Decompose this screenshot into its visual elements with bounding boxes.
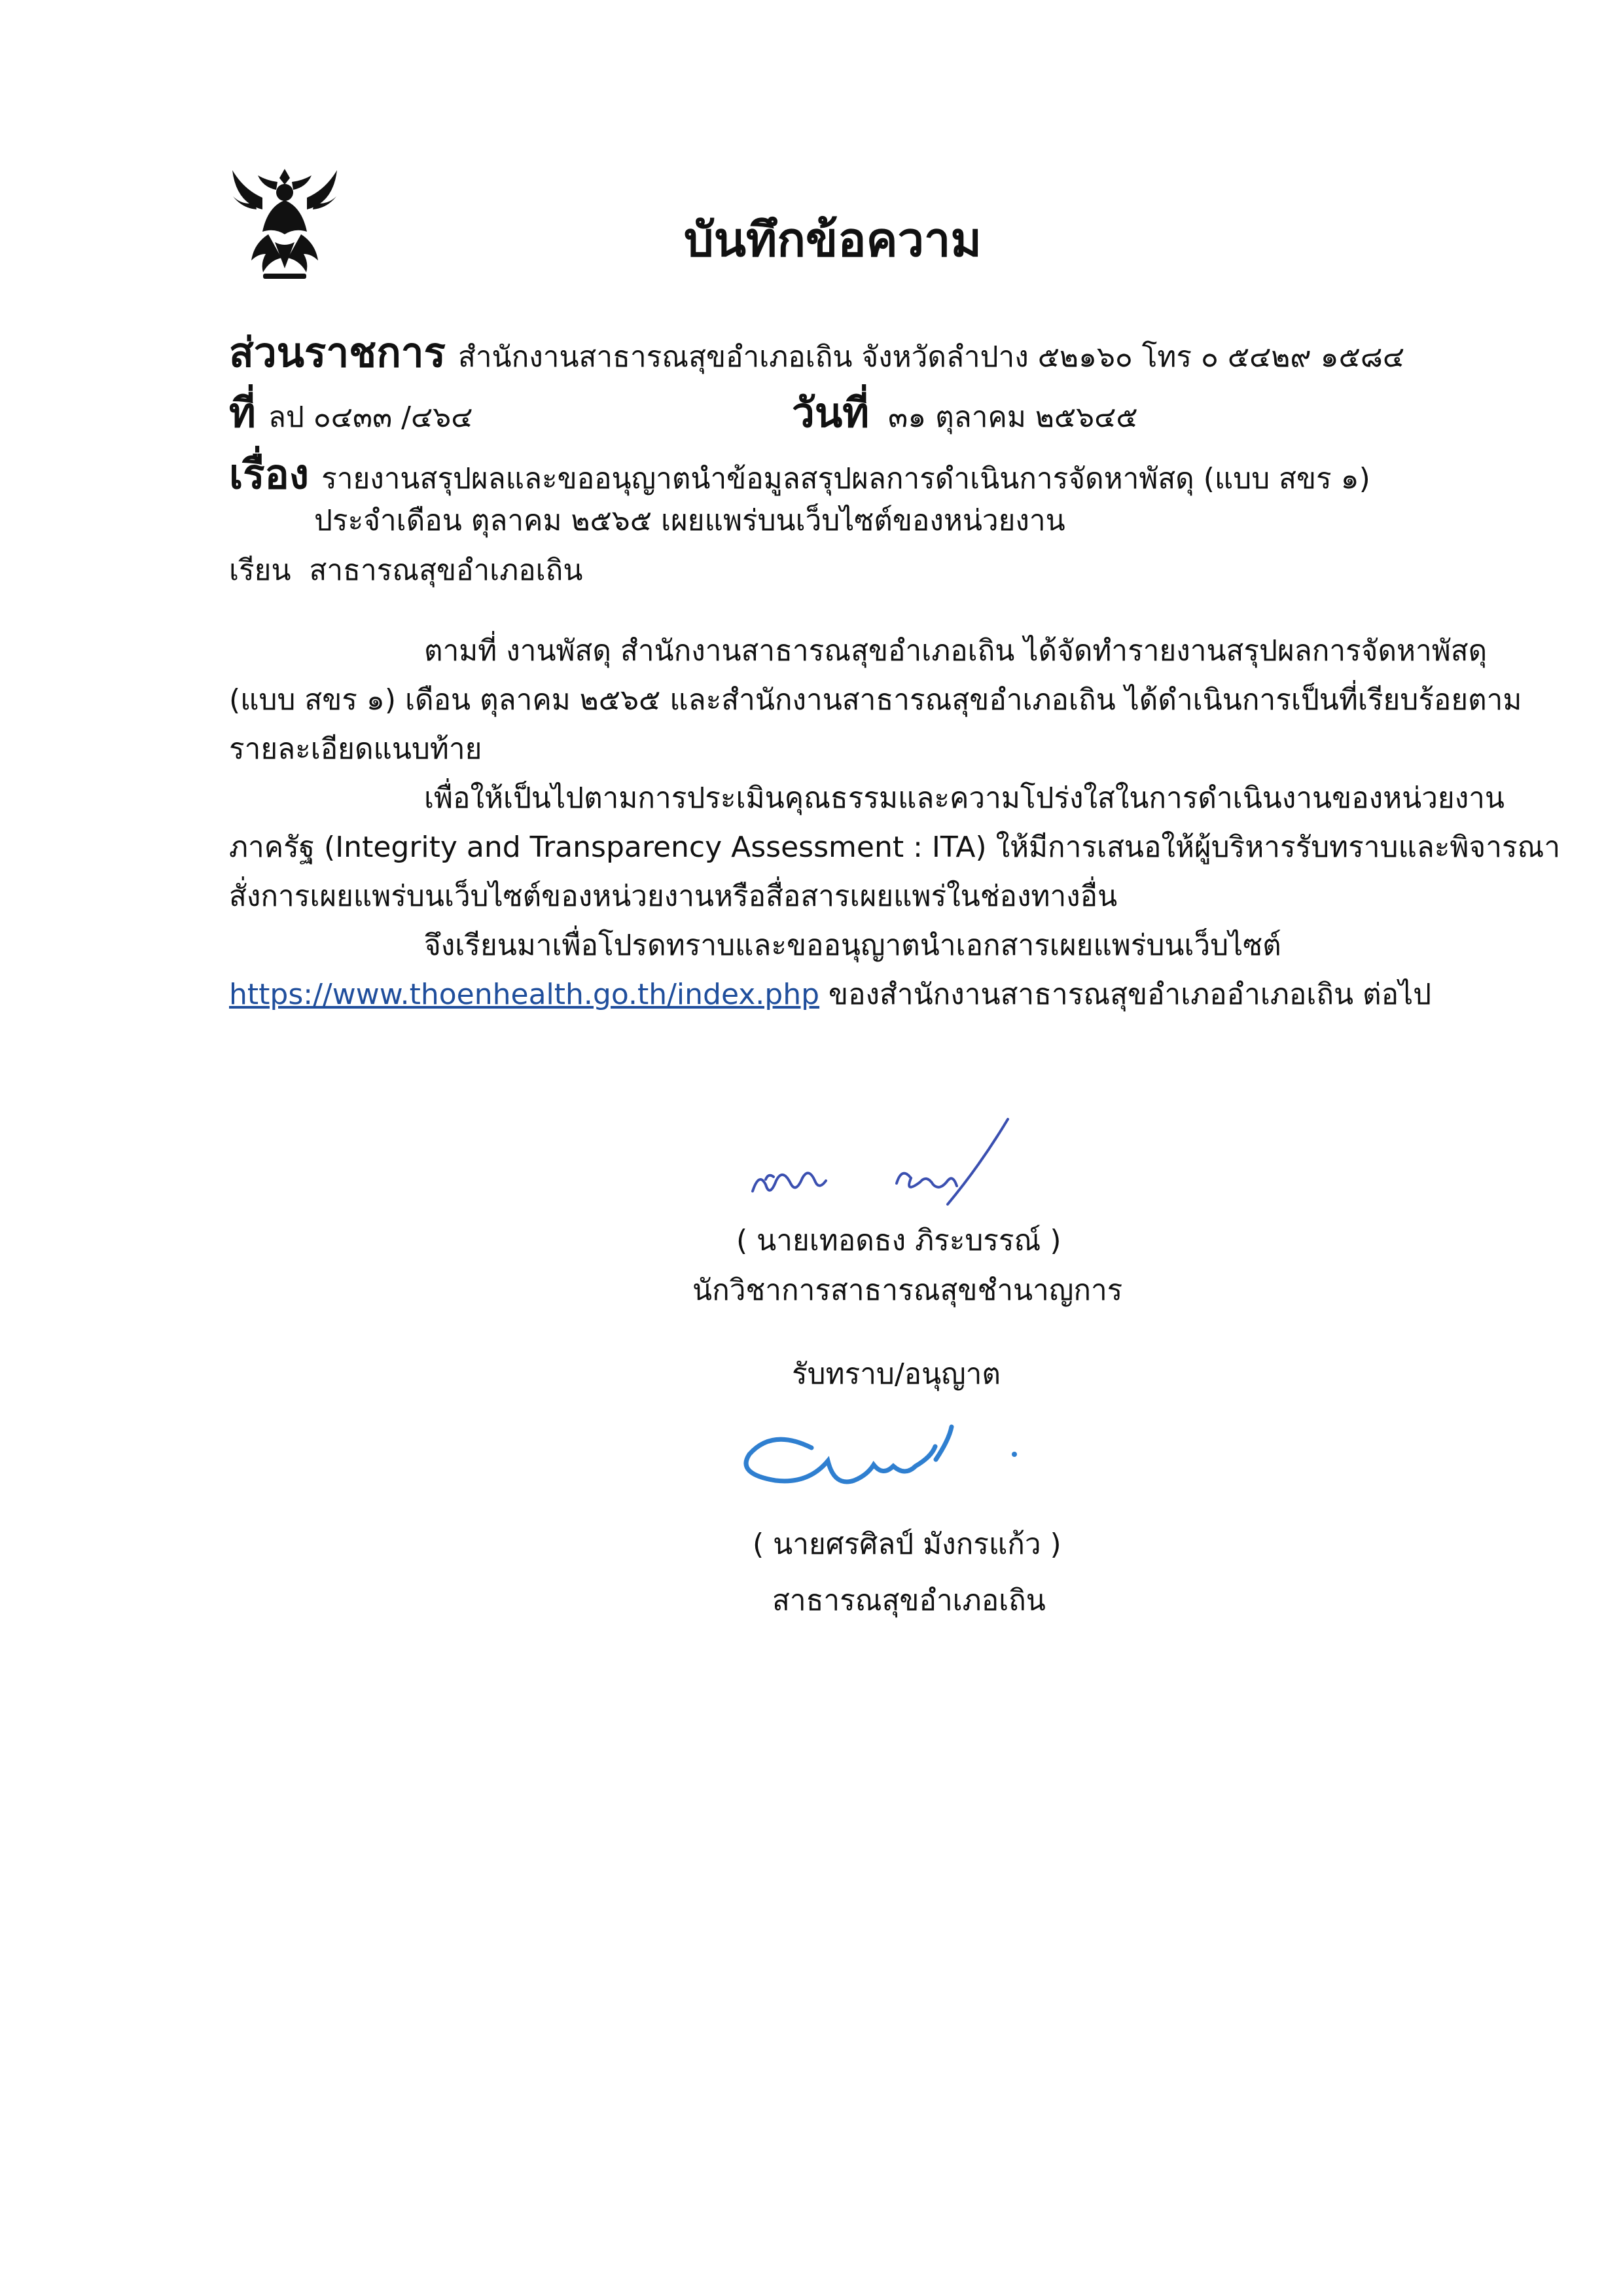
signer-1-position: นักวิชาการสาธารณสุขชำนาญการ <box>692 1274 1123 1307</box>
subject-label: เรื่อง <box>229 450 310 498</box>
salutation-row <box>229 551 582 590</box>
garuda-emblem <box>229 164 340 281</box>
ref-row <box>229 381 473 445</box>
body-p3-line-1: จึงเรียนมาเพื่อโปรดทราบและขออนุญาตนำเอกสารเผยแพร่บนเว็บไซต์ <box>424 929 1281 962</box>
date-label: วันที่ <box>792 389 870 437</box>
agency-value: สำนักงานสาธารณสุขอำเภอเถิน จังหวัดลำปาง ๕๒๑๖๐ โทร ๐ ๕๔๒๙ ๑๕๘๔ <box>457 340 1405 374</box>
ref-label: ที่ <box>229 389 256 437</box>
body-p3-after-link: ของสำนักงานสาธารณสุขอำเภออำเภอเถิน ต่อไป <box>819 978 1432 1011</box>
signer-2-name: ( นายศรศิลป์ มังกรแก้ว ) <box>753 1528 1061 1561</box>
date-value: ๓๑ ตุลาคม ๒๕๖๔๕ <box>888 401 1138 434</box>
to-value: สาธารณสุขอำเภอเถิน <box>309 554 583 587</box>
to-label: เรียน <box>229 554 291 587</box>
website-link[interactable]: https://www.thoenhealth.go.th/index.php <box>229 978 820 1011</box>
agency-row <box>229 321 1404 385</box>
body-p1-line-3: รายละเอียดแนบท้าย <box>229 732 482 766</box>
body-p1-line-2: (แบบ สขร ๑) เดือน ตุลาคม ๒๕๖๕ และสำนักงานสาธารณสุขอำเภอเถิน ได้ดำเนินการเป็นที่เรียบร้อยตาม <box>229 683 1522 717</box>
date-row <box>792 381 1138 445</box>
memo-title: บันทึกข้อความ <box>684 212 982 267</box>
ref-value: ลป ๐๔๓๓ /๔๖๔ <box>268 401 473 434</box>
subject-line-2: ประจำเดือน ตุลาคม ๒๕๖๕ เผยแพร่บนเว็บไซต์ของหน่วยงาน <box>314 504 1065 537</box>
body-p1-line-1: ตามที่ งานพัสดุ สำนักงานสาธารณสุขอำเภอเถิน ได้จัดทำรายงานสรุปผลการจัดหาพัสดุ <box>424 634 1488 668</box>
body-p2-line-1: เพื่อให้เป็นไปตามการประเมินคุณธรรมและความโปร่งใสในการดำเนินงานของหน่วยงาน <box>424 781 1505 815</box>
agency-label: ส่วนราชการ <box>229 329 446 376</box>
body-p2-line-2: ภาครัฐ (Integrity and Transparency Assessment : ITA) ให้มีการเสนอให้ผู้บริหารรับทราบและพิจารณา <box>229 831 1561 864</box>
approval-text: รับทราบ/อนุญาต <box>792 1357 1001 1391</box>
signature-1 <box>740 1106 1034 1224</box>
body-p3-line-2 <box>229 975 1431 1014</box>
subject-line-1: รายงานสรุปผลและขออนุญาตนำข้อมูลสรุปผลการดำเนินการจัดหาพัสดุ (แบบ สขร ๑) <box>321 462 1370 495</box>
signer-1-name: ( นายเทอดธง ภิระบรรณ์ ) <box>736 1224 1061 1257</box>
signer-2-position: สาธารณสุขอำเภอเถิน <box>772 1584 1046 1617</box>
signature-2 <box>740 1420 1027 1512</box>
body-p2-line-3: สั่งการเผยแพร่บนเว็บไซต์ของหน่วยงานหรือสื่อสารเผยแพร่ในช่องทางอื่น <box>229 880 1118 913</box>
subject-row <box>229 442 1370 507</box>
